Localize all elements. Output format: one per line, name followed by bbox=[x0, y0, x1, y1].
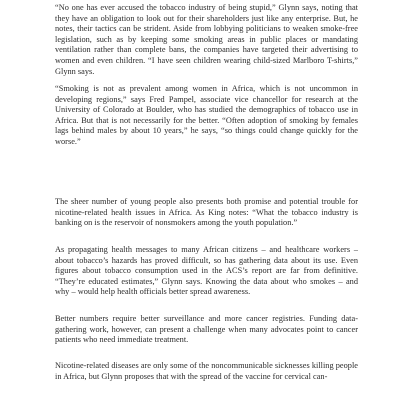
paragraph-noncommunicable: Nicotine-related diseases are only some of the noncommunicable sicknesses killing people in Africa, but Glynn proposes that with the spread of the vaccine for cervical can- bbox=[55, 361, 358, 381]
paragraph-data-gathering: As propagating health messages to many African citizens – and healthcare workers – about tobacco’s hazards has proved difficult, so has gathering data about its use. Even figures about tobacco consumption used in the ACS’s report are far from definitive. “They’re educated estimates,” Glynn says. Knowing the data about who smokes – and why – would help health officials better spread awareness. bbox=[55, 245, 358, 297]
document-page bbox=[55, 0, 358, 400]
paragraph-pampel-women: “Smoking is not as prevalent among women in Africa, which is not uncommon in developing regions,” says Fred Pampel, associate vice chancellor for research at the University of Colorado at Boulder, who has studied the demographics of tobacco use in Africa. But that is not necessarily for the better. “Often adoption of smoking by females lags behind males by about 10 years,” he says, “so things could change quickly for the worse.” bbox=[55, 84, 358, 146]
paragraph-young-people: The sheer number of young people also presents both promise and potential trouble for nicotine-related health issues in Africa. As King notes: “What the tobacco industry is banking on is the reservoir of nonsmokers among the youth population.” bbox=[55, 197, 358, 228]
paragraph-surveillance: Better numbers require better surveillance and more cancer registries. Funding data-gathering work, however, can present a challenge when many advocates point to cancer patients who need immediate treatment. bbox=[55, 314, 358, 345]
paragraph-glynn-industry: “No one has ever accused the tobacco industry of being stupid,” Glynn says, noting that they have an obligation to look out for their shareholders just like any enterprise. But, he notes, their tactics can be strident. Aside from lobbying politicians to weaken smoke-free legislation, such as by keeping some smoking areas in public places or mandating ventilation rather than complete bans, the companies have targeted their advertising to women and even children. “I have seen children wearing child-sized Marlboro T-shirts,” Glynn says. bbox=[55, 3, 358, 76]
